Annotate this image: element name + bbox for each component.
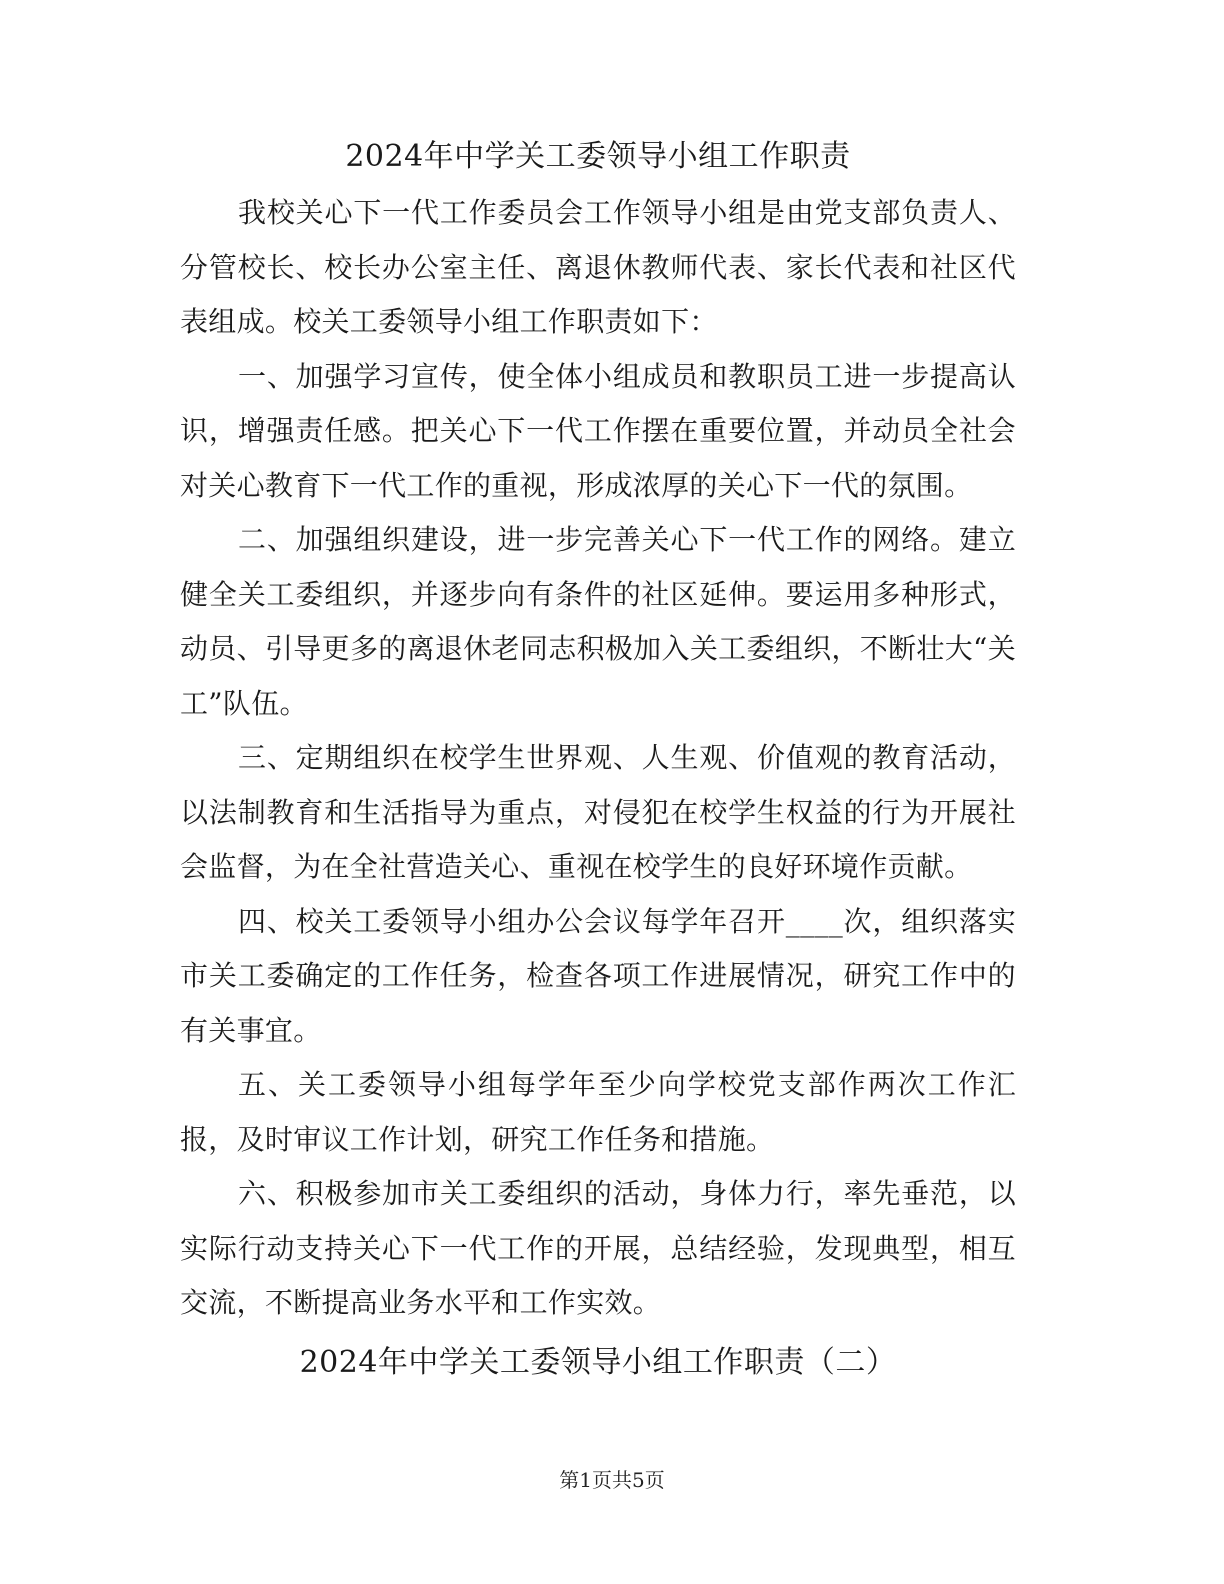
document-body [180, 128, 1016, 1395]
section-subtitle: 2024年中学关工委领导小组工作职责（二） [299, 1344, 897, 1380]
page-number-footer: 第1页共5页 [559, 1468, 665, 1492]
paragraph-item-5: 五、关工委领导小组每学年至少向学校党支部作两次工作汇报，及时审议工作计划，研究工作任务和措施。 [180, 1068, 1016, 1156]
paragraph-item-6: 六、积极参加市关工委组织的活动，身体力行，率先垂范，以实际行动支持关心下一代工作的开展，总结经验，发现典型，相互交流，不断提高业务水平和工作实效。 [180, 1177, 1016, 1319]
paragraph-item-1: 一、加强学习宣传，使全体小组成员和教职员工进一步提高认识，增强责任感。把关心下一代工作摆在重要位置，并动员全社会对关心教育下一代工作的重视，形成浓厚的关心下一代的氛围。 [180, 359, 1016, 502]
document-title: 2024年中学关工委领导小组工作职责 [345, 139, 851, 174]
paragraph-item-2: 二、加强组织建设，进一步完善关心下一代工作的网络。建立健全关工委组织，并逐步向有条件的社区延伸。要运用多种形式，动员、引导更多的离退休老同志积极加入关工委组织，不断壮大“关工”队伍。 [180, 523, 1016, 720]
paragraph-item-3: 三、定期组织在校学生世界观、人生观、价值观的教育活动，以法制教育和生活指导为重点，对侵犯在校学生权益的行为开展社会监督，为在全社营造关心、重视在校学生的良好环境作贡献。 [180, 741, 1016, 883]
paragraph-intro: 我校关心下一代工作委员会工作领导小组是由党支部负责人、分管校长、校长办公室主任、离退休教师代表、家长代表和社区代表组成。校关工委领导小组工作职责如下： [180, 196, 1016, 338]
paragraph-item-4: 四、校关工委领导小组办公会议每学年召开____次，组织落实市关工委确定的工作任务，检查各项工作进展情况，研究工作中的有关事宜。 [180, 904, 1016, 1047]
